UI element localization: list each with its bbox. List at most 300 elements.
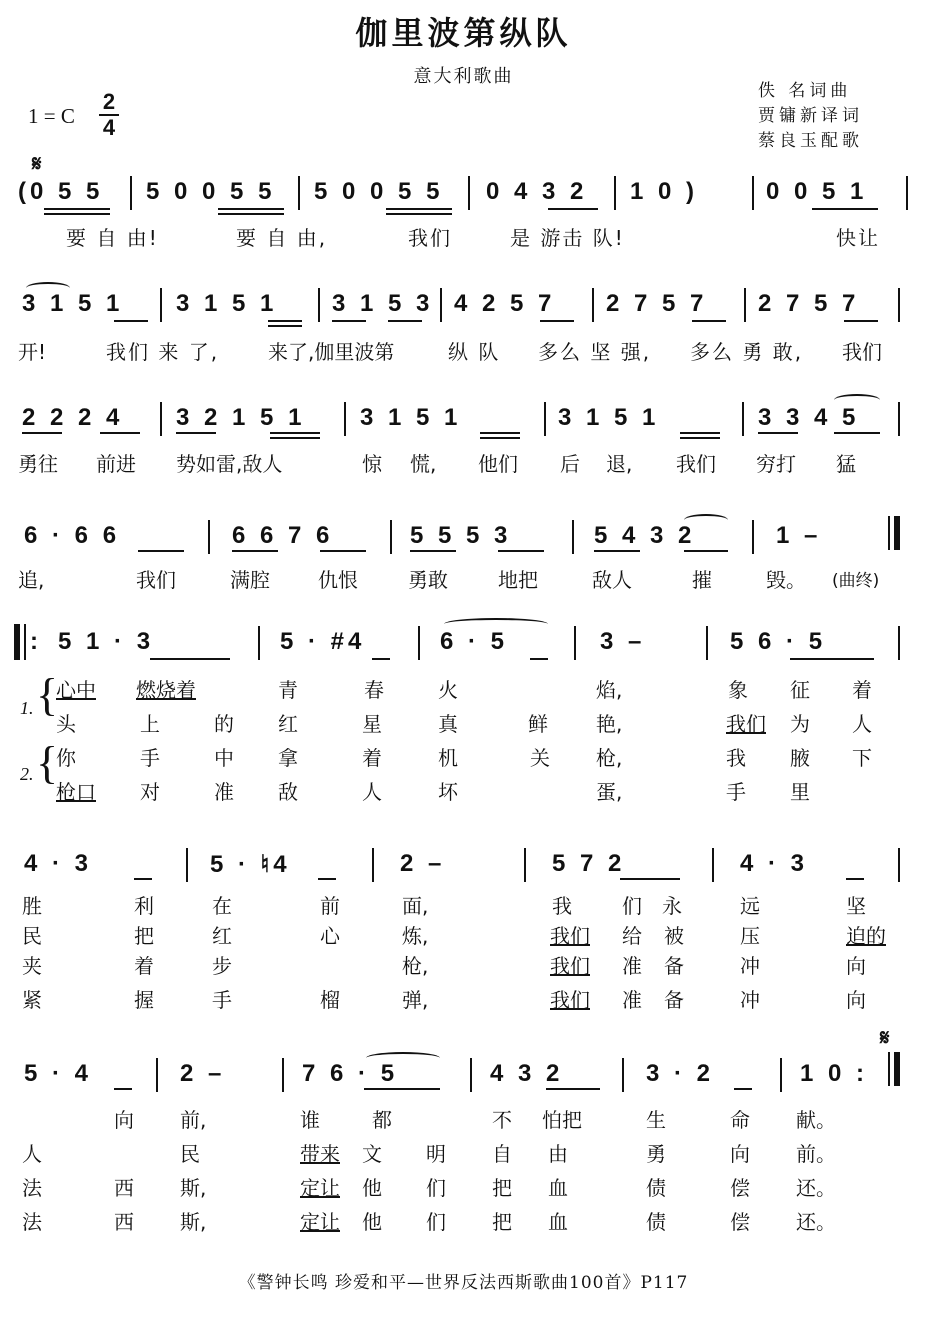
lyric: 人 xyxy=(362,780,382,804)
beam xyxy=(388,320,422,322)
lyric: 前, xyxy=(180,1108,207,1132)
lyric: 中 xyxy=(214,746,234,770)
lyric: 民 xyxy=(180,1142,200,1166)
slur xyxy=(366,1052,440,1064)
measure-6-1: 4 · 3 xyxy=(24,850,93,877)
lyric: 里 xyxy=(790,780,810,804)
lyric: 备 xyxy=(664,988,684,1012)
measure-7-6: 1 0 : xyxy=(800,1060,869,1087)
lyric: 握 xyxy=(134,988,154,1012)
lyric: 步 xyxy=(212,954,232,978)
barline xyxy=(544,402,546,436)
lyric: 血 xyxy=(548,1210,568,1234)
lyric: 勇敢 xyxy=(408,568,448,592)
lyric: 怕把 xyxy=(542,1108,582,1132)
barline xyxy=(208,520,210,554)
barline xyxy=(752,176,754,210)
beam xyxy=(846,878,864,880)
measure-7-2: 2 – xyxy=(180,1060,226,1087)
lyric: 面, xyxy=(402,894,429,918)
credit-composer: 佚 名词曲 xyxy=(758,81,852,101)
slur xyxy=(684,514,728,526)
lyric: 人 xyxy=(22,1142,42,1166)
end-marker: (曲终) xyxy=(832,571,880,591)
barline xyxy=(160,288,162,322)
lyric: 民 xyxy=(22,924,42,948)
lyric: 向 xyxy=(846,954,866,978)
lyric: 人 xyxy=(852,712,872,736)
measure-7-1: 5 · 4 xyxy=(24,1060,93,1087)
measure-1-3: 5 0 0 5 5 xyxy=(314,178,444,205)
lyric: 多么 坚 强, xyxy=(538,340,652,364)
measure-7-4: 4 3 2 xyxy=(490,1060,564,1087)
lyric: 象 xyxy=(728,678,748,702)
lyric: 迫的 xyxy=(846,924,886,948)
lyric: 你 xyxy=(56,746,76,770)
lyric: 坚 xyxy=(846,894,866,918)
lyric: 手 xyxy=(212,988,232,1012)
barline xyxy=(614,176,616,210)
lyric: 永 xyxy=(662,894,682,918)
time-denominator: 4 xyxy=(102,115,116,140)
lyric: 紧 xyxy=(22,988,42,1012)
beam xyxy=(44,208,110,210)
lyric: 准 xyxy=(214,780,234,804)
lyric: 他 xyxy=(362,1176,382,1200)
measure-5-4: 3 – xyxy=(600,628,646,655)
measure-4-5: 1 – xyxy=(776,522,822,549)
beam xyxy=(114,1088,132,1090)
lyric: 前 xyxy=(320,894,340,918)
lyric: 为 xyxy=(790,712,810,736)
lyric: 枪, xyxy=(596,746,623,770)
lyric: 我们 xyxy=(408,226,452,250)
lyric: 火 xyxy=(438,678,458,702)
source-citation: 《警钟长鸣 珍爱和平—世界反法西斯歌曲100首》P117 xyxy=(238,1273,689,1293)
lyric: 艳, xyxy=(596,712,623,736)
beam xyxy=(594,550,640,552)
lyric: 备 xyxy=(664,954,684,978)
lyric: 向 xyxy=(846,988,866,1012)
lyric: 命 xyxy=(730,1108,750,1132)
lyric: 要 自 由, xyxy=(236,226,328,250)
beam xyxy=(138,550,184,552)
lyric: 的 xyxy=(214,712,234,736)
beam xyxy=(44,213,110,215)
barline xyxy=(440,288,442,322)
lyric: 慌, xyxy=(410,452,437,476)
lyric: 仇恨 xyxy=(318,568,358,592)
lyric: 定让 xyxy=(300,1176,340,1200)
lyric: 我们 xyxy=(726,712,766,736)
lyric: 债 xyxy=(646,1210,666,1234)
beam xyxy=(176,432,216,434)
lyric: 西 xyxy=(114,1176,134,1200)
lyric: 在 xyxy=(212,894,232,918)
beam xyxy=(480,432,520,434)
measure-6-2: 5 · ♮4 xyxy=(210,851,291,878)
measure-3-2: 3 2 1 5 1 xyxy=(176,404,306,431)
lyric: 偿 xyxy=(730,1176,750,1200)
lyric: 燃烧着 xyxy=(136,678,196,702)
verse-number-2: 2. xyxy=(20,764,34,784)
lyric: 摧 xyxy=(692,568,712,592)
measure-2-6: 2 7 5 7 xyxy=(758,290,860,317)
key-signature: 1 = C xyxy=(28,104,75,128)
lyric: 自 xyxy=(492,1142,512,1166)
lyric: 我们 xyxy=(550,954,590,978)
lyric: 都 xyxy=(372,1108,392,1132)
lyric: 枪, xyxy=(402,954,429,978)
barline xyxy=(258,626,260,660)
lyric: 纵 队 xyxy=(448,340,501,364)
measure-1-4: 0 4 3 2 xyxy=(486,178,588,205)
beam xyxy=(22,432,62,434)
barline xyxy=(898,848,900,882)
lyric: 心中 xyxy=(56,678,96,702)
lyric: 文 xyxy=(362,1142,382,1166)
lyric: 把 xyxy=(134,924,154,948)
lyric: 我们 xyxy=(550,924,590,948)
beam xyxy=(270,437,320,439)
lyric: 冲 xyxy=(740,954,760,978)
beam xyxy=(268,325,302,327)
lyric: 猛 xyxy=(836,452,856,476)
lyric: 由 xyxy=(548,1142,568,1166)
barline xyxy=(470,1058,472,1092)
lyric: 上 xyxy=(140,712,160,736)
lyric: 法 xyxy=(22,1176,42,1200)
lyric: 势如雷,敌人 xyxy=(176,452,283,476)
lyric: 我 xyxy=(726,746,746,770)
beam xyxy=(320,550,366,552)
lyric: 关 xyxy=(530,746,550,770)
measure-4-3: 5 5 5 3 xyxy=(410,522,512,549)
lyric: 谁 xyxy=(300,1108,320,1132)
lyric: 们 xyxy=(426,1176,446,1200)
lyric: 生 xyxy=(646,1108,666,1132)
measure-3-5: 3 3 4 5 xyxy=(758,404,860,431)
lyric: 胜 xyxy=(22,894,42,918)
lyric: 勇往 xyxy=(18,452,58,476)
lyric: 穷打 xyxy=(756,452,796,476)
beam xyxy=(372,658,390,660)
barline xyxy=(156,1058,158,1092)
measure-3-1: 2 2 2 4 xyxy=(22,404,124,431)
lyric: 他们 xyxy=(478,452,518,476)
lyric: 明 xyxy=(426,1142,446,1166)
beam xyxy=(540,320,574,322)
beam xyxy=(114,320,148,322)
lyric: 鲜 xyxy=(528,712,548,736)
lyric: 真 xyxy=(438,712,458,736)
lyric: 炼, xyxy=(402,924,429,948)
barline xyxy=(706,626,708,660)
barline xyxy=(898,402,900,436)
lyric: 手 xyxy=(140,746,160,770)
repeat-start-barline xyxy=(14,624,20,660)
measure-7-3: 7 6 · 5 xyxy=(302,1060,399,1087)
time-numerator: 2 xyxy=(102,89,116,114)
measure-2-1: 3 1 5 1 xyxy=(22,290,124,317)
barline xyxy=(344,402,346,436)
beam xyxy=(386,213,452,215)
beam xyxy=(232,550,278,552)
lyric: 把 xyxy=(492,1210,512,1234)
beam xyxy=(834,432,880,434)
lyric: 西 xyxy=(114,1210,134,1234)
lyric: 春 xyxy=(364,678,384,702)
measure-2-5: 2 7 5 7 xyxy=(606,290,708,317)
measure-1-6: 0 0 5 1 xyxy=(766,178,868,205)
repeat-dots: : xyxy=(30,628,38,655)
credit-translator: 贾镛新译词 xyxy=(758,106,863,126)
lyric: 心 xyxy=(320,924,340,948)
lyric: 惊 xyxy=(362,452,382,476)
beam xyxy=(134,878,152,880)
measure-3-3: 3 1 5 1 xyxy=(360,404,462,431)
beam xyxy=(386,208,452,210)
measure-1-5: 1 0 ) xyxy=(630,178,699,205)
lyric: 星 xyxy=(362,712,382,736)
lyric: 红 xyxy=(278,712,298,736)
lyric: 前进 xyxy=(96,452,136,476)
lyric: 机 xyxy=(438,746,458,770)
lyric: 还。 xyxy=(796,1176,836,1200)
lyric: 利 xyxy=(134,894,154,918)
barline xyxy=(390,520,392,554)
slur xyxy=(834,394,880,406)
lyric: 地把 xyxy=(498,568,538,592)
barline xyxy=(898,288,900,322)
beam xyxy=(480,437,520,439)
barline xyxy=(24,624,26,660)
measure-5-1: 5 1 · 3 xyxy=(58,628,155,655)
barline xyxy=(186,848,188,882)
barline xyxy=(524,848,526,882)
barline xyxy=(282,1058,284,1092)
barline xyxy=(298,176,300,210)
beam xyxy=(546,1088,600,1090)
lyric: 们 xyxy=(426,1210,446,1234)
lyric: 我 xyxy=(552,894,572,918)
repeat-end-barline xyxy=(894,1052,900,1086)
lyric: 远 xyxy=(740,894,760,918)
credit-arranger: 蔡良玉配歌 xyxy=(758,131,863,151)
lyric: 弹, xyxy=(402,988,429,1012)
lyric: 榴 xyxy=(320,988,340,1012)
measure-3-4: 3 1 5 1 xyxy=(558,404,660,431)
lyric: 追, xyxy=(18,568,45,592)
segno-sign-end: 𝄋 xyxy=(880,1026,890,1051)
beam xyxy=(268,320,302,322)
measure-6-5: 4 · 3 xyxy=(740,850,809,877)
lyric: 拿 xyxy=(278,746,298,770)
lyric: 手 xyxy=(726,780,746,804)
lyric: 法 xyxy=(22,1210,42,1234)
lyric: 给 xyxy=(622,924,642,948)
lyric: 红 xyxy=(212,924,232,948)
measure-7-5: 3 · 2 xyxy=(646,1060,715,1087)
lyric: 着 xyxy=(134,954,154,978)
barline xyxy=(898,626,900,660)
barline xyxy=(622,1058,624,1092)
beam xyxy=(844,320,878,322)
barline xyxy=(888,516,890,550)
song-subtitle: 意大利歌曲 xyxy=(413,66,514,87)
measure-5-2: 5 · #4 xyxy=(280,628,366,655)
lyric: 我们 来 了, xyxy=(106,340,220,364)
barline xyxy=(572,520,574,554)
lyric: 焰, xyxy=(596,678,623,702)
verse-brace: { xyxy=(36,737,59,788)
lyric: 他 xyxy=(362,1210,382,1234)
beam xyxy=(498,550,544,552)
measure-4-1: 6 · 6 6 xyxy=(24,522,121,549)
lyric: 斯, xyxy=(180,1210,207,1234)
lyric: 满腔 xyxy=(230,568,270,592)
lyric: 们 xyxy=(622,894,642,918)
lyric: 夹 xyxy=(22,954,42,978)
lyric: 多么 勇 敢, xyxy=(690,340,804,364)
lyric: 被 xyxy=(664,924,684,948)
barline xyxy=(888,1052,890,1086)
barline xyxy=(744,288,746,322)
barline xyxy=(780,1058,782,1092)
slur xyxy=(444,618,548,630)
lyric: 斯, xyxy=(180,1176,207,1200)
lyric: 前。 xyxy=(796,1142,836,1166)
segno-sign-start: 𝄋 xyxy=(32,152,42,177)
beam xyxy=(790,658,874,660)
lyric: 着 xyxy=(362,746,382,770)
beam xyxy=(620,878,680,880)
lyric: 献。 xyxy=(796,1108,836,1132)
beam xyxy=(758,432,798,434)
beam xyxy=(364,1088,440,1090)
lyric: 血 xyxy=(548,1176,568,1200)
measure-6-4: 5 7 2 xyxy=(552,850,626,877)
lyric: 征 xyxy=(790,678,810,702)
lyric: 枪口 xyxy=(56,780,96,804)
lyric: 毁。 xyxy=(766,568,806,592)
lyric: 敌 xyxy=(278,780,298,804)
barline xyxy=(574,626,576,660)
measure-5-3: 6 · 5 xyxy=(440,628,509,655)
barline xyxy=(752,520,754,554)
barline xyxy=(418,626,420,660)
measure-1-1: (0 5 5 xyxy=(18,178,104,205)
lyric: 敌人 xyxy=(592,568,632,592)
lyric: 还。 xyxy=(796,1210,836,1234)
beam xyxy=(734,1088,752,1090)
beam xyxy=(410,550,456,552)
lyric: 来了,伽里波第 xyxy=(268,340,395,364)
lyric: 蛋, xyxy=(596,780,623,804)
barline xyxy=(468,176,470,210)
measure-1-2: 5 0 0 5 5 xyxy=(146,178,276,205)
lyric: 要 自 由! xyxy=(66,226,159,250)
lyric: 我们 xyxy=(676,452,716,476)
lyric: 向 xyxy=(730,1142,750,1166)
lyric: 准 xyxy=(622,988,642,1012)
beam xyxy=(812,208,878,210)
lyric: 向 xyxy=(114,1108,134,1132)
measure-2-3: 3 1 5 3 xyxy=(332,290,434,317)
lyric: 青 xyxy=(278,678,298,702)
lyric: 我们 xyxy=(842,340,882,364)
beam xyxy=(100,432,140,434)
measure-2-2: 3 1 5 1 xyxy=(176,290,278,317)
lyric: 冲 xyxy=(740,988,760,1012)
lyric: 腋 xyxy=(790,746,810,770)
lyric: 我们 xyxy=(550,988,590,1012)
lyric: 下 xyxy=(852,746,872,770)
beam xyxy=(684,550,728,552)
measure-5-5: 5 6 · 5 xyxy=(730,628,827,655)
beam xyxy=(218,208,284,210)
lyric: 偿 xyxy=(730,1210,750,1234)
barline xyxy=(318,288,320,322)
lyric: 准 xyxy=(622,954,642,978)
beam xyxy=(218,213,284,215)
lyric: 头 xyxy=(56,712,76,736)
verse-brace: { xyxy=(36,669,59,720)
page-title: 伽里波第纵队 xyxy=(355,14,572,52)
barline xyxy=(372,848,374,882)
beam xyxy=(332,320,366,322)
lyric: 定让 xyxy=(300,1210,340,1234)
beam xyxy=(150,658,230,660)
lyric: 对 xyxy=(140,780,160,804)
measure-4-4: 5 4 3 2 xyxy=(594,522,696,549)
final-barline xyxy=(894,516,900,550)
beam xyxy=(270,432,320,434)
lyric: 我们 xyxy=(136,568,176,592)
measure-4-2: 6 6 7 6 xyxy=(232,522,334,549)
beam xyxy=(680,437,720,439)
beam xyxy=(318,878,336,880)
lyric: 后 xyxy=(560,452,580,476)
beam xyxy=(692,320,726,322)
barline xyxy=(712,848,714,882)
lyric: 债 xyxy=(646,1176,666,1200)
barline xyxy=(742,402,744,436)
lyric: 不 xyxy=(492,1108,512,1132)
lyric: 压 xyxy=(740,924,760,948)
lyric: 快让 xyxy=(836,226,880,250)
lyric: 是 游击 队! xyxy=(510,226,625,250)
beam xyxy=(530,658,548,660)
lyric: 坏 xyxy=(438,780,458,804)
measure-6-3: 2 – xyxy=(400,850,446,877)
barline xyxy=(160,402,162,436)
barline xyxy=(906,176,908,210)
lyric: 着 xyxy=(852,678,872,702)
beam xyxy=(680,432,720,434)
time-signature xyxy=(98,90,120,140)
barline xyxy=(130,176,132,210)
lyric: 勇 xyxy=(646,1142,666,1166)
measure-2-4: 4 2 5 7 xyxy=(454,290,556,317)
barline xyxy=(592,288,594,322)
lyric: 把 xyxy=(492,1176,512,1200)
beam xyxy=(548,208,598,210)
verse-number-1: 1. xyxy=(20,698,34,718)
lyric: 带来 xyxy=(300,1142,340,1166)
lyric: 开! xyxy=(18,340,47,364)
lyric: 退, xyxy=(606,452,633,476)
